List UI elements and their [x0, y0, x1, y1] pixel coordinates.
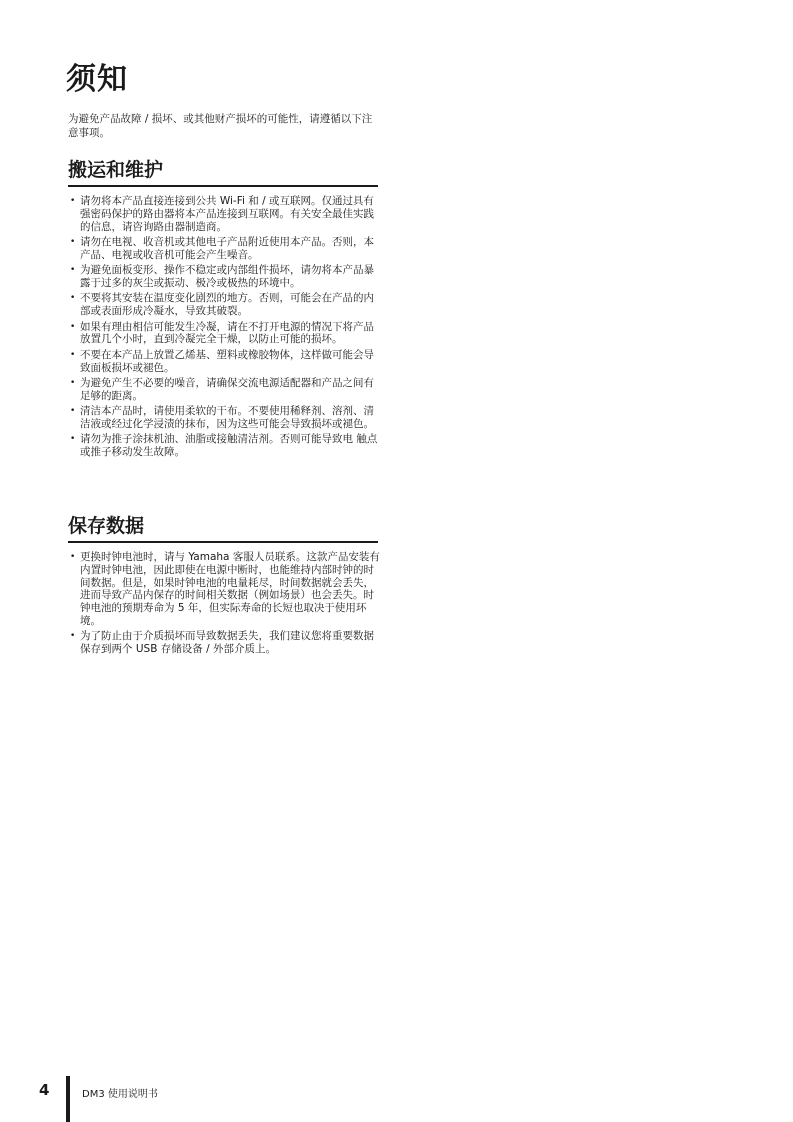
- list-item: • 不要在本产品上放置乙烯基、塑料或橡胶物体，这样做可能会导致面板损坏或褪色。: [68, 349, 380, 375]
- list-item: • 请勿在电视、收音机或其他电子产品附近使用本产品。否则，本产品、电视或收音机可能会产生噪音。: [68, 236, 380, 262]
- list-item: • 更换时钟电池时，请与 Yamaha 客服人员联系。这款产品安装有内置时钟电池，因此即使在电源中断时，也能维持内部时钟的时间数据。但是，如果时钟电池的电量耗尽，时间数据就会丢失，进而导致产品内保存的时间相关数据（例如场景）也会丢失。时钟电池的预期寿命为 5 年，但实际寿命的长短也取决于使用环境。: [68, 551, 380, 628]
- list-item: • 为了防止由于介质损坏而导致数据丢失，我们建议您将重要数据保存到两个 USB 存储设备 / 外部介质上。: [68, 630, 380, 656]
- list-item: • 如果有理由相信可能发生冷凝，请在不打开电源的情况下将产品放置几个小时，直到冷凝完全干燥，以防止可能的损坏。: [68, 321, 380, 347]
- list-item: • 请勿将本产品直接连接到公共 Wi-Fi 和 / 或互联网。仅通过具有强密码保护的路由器将本产品连接到互联网。有关安全最佳实践的信息，请咨询路由器制造商。: [68, 195, 380, 233]
- footer-divider: [66, 1076, 70, 1122]
- section-heading-saving-data: 保存数据: [68, 512, 378, 543]
- list-item: • 为避免产生不必要的噪音，请确保交流电源适配器和产品之间有足够的距离。: [68, 377, 380, 403]
- list-item: • 请勿为推子涂抹机油、油脂或接触清洁剂。否则可能导致电 触点或推子移动发生故障。: [68, 433, 380, 459]
- page-title: 须知: [66, 62, 128, 97]
- section-heading-handling: 搬运和维护: [68, 156, 378, 187]
- intro-text: 为避免产品故障 / 损坏、或其他财产损坏的可能性，请遵循以下注意事项。: [68, 113, 373, 139]
- saving-data-list: [68, 551, 380, 659]
- page-number: 4: [39, 1081, 50, 1099]
- manual-name: DM3 使用说明书: [82, 1089, 158, 1100]
- list-item: • 不要将其安装在温度变化剧烈的地方。否则，可能会在产品的内部或表面形成冷凝水，导致其破裂。: [68, 292, 380, 318]
- handling-list: [68, 195, 380, 461]
- list-item: • 为避免面板变形、操作不稳定或内部组件损坏，请勿将本产品暴露于过多的灰尘或振动、极冷或极热的环境中。: [68, 264, 380, 290]
- list-item: • 清洁本产品时，请使用柔软的干布。不要使用稀释剂、溶剂、清洁液或经过化学浸渍的抹布，因为这些可能会导致损坏或褪色。: [68, 405, 380, 431]
